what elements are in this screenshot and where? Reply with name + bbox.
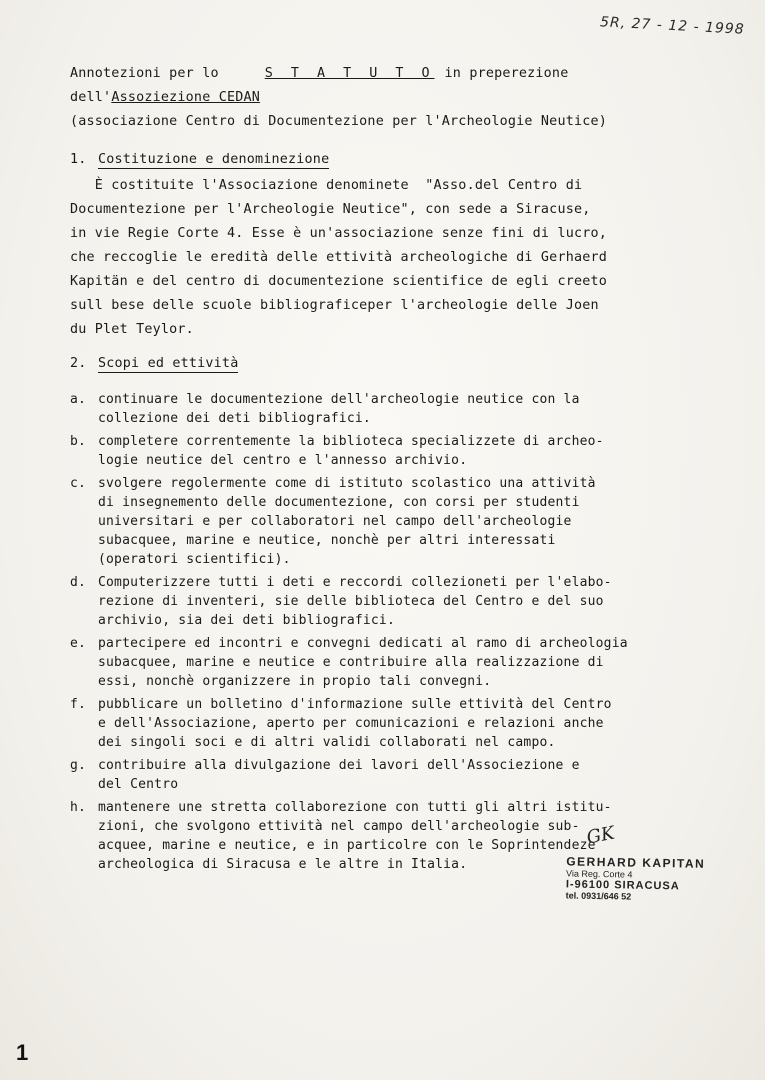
stamp-name: GERHARD KAPITAN bbox=[566, 854, 706, 871]
page-number: 1 bbox=[16, 1040, 29, 1065]
item-letter: h. bbox=[70, 800, 87, 815]
item-line: archivio, sia dei deti bibliografici. bbox=[98, 613, 395, 628]
item-letter: d. bbox=[70, 575, 87, 590]
item-letter: g. bbox=[70, 758, 87, 773]
item-text bbox=[98, 634, 730, 691]
section-1-title: Costituzione e denominezione bbox=[98, 152, 330, 167]
statuto-title: S T A T U T O bbox=[264, 66, 435, 81]
list-item bbox=[70, 474, 730, 569]
paragraph-line: in vie Regie Corte 4. Esse è un'associazione senze fini di lucro, bbox=[70, 226, 608, 241]
section-2-heading bbox=[70, 352, 730, 376]
item-line: contribuire alla divulgazione dei lavori dell'Associezione e bbox=[98, 758, 580, 773]
item-letter: e. bbox=[70, 636, 87, 651]
item-text bbox=[98, 390, 730, 428]
item-line: pubblicare un bolletino d'informazione sulle ettività del Centro bbox=[98, 697, 612, 712]
list-item bbox=[70, 573, 730, 630]
header-line-1 bbox=[70, 62, 730, 86]
item-text bbox=[98, 695, 730, 752]
handwritten-signature: GK bbox=[585, 822, 617, 849]
item-line: (operatori scientifici). bbox=[98, 552, 291, 567]
section-1-heading bbox=[70, 148, 730, 172]
item-line: subacquee, marine e neutice e contribuire alla realizzazione di bbox=[98, 655, 604, 670]
item-letter: b. bbox=[70, 434, 87, 449]
author-stamp bbox=[565, 822, 747, 903]
list-item bbox=[70, 432, 730, 470]
paragraph-line: du Plet Teylor. bbox=[70, 322, 194, 337]
paragraph-line: Documentezione per l'Archeologie Neutice", con sede a Siracuse, bbox=[70, 202, 591, 217]
item-line: rezione di inventeri, sie delle biblioteca del Centro e del suo bbox=[98, 594, 604, 609]
item-line: e dell'Associazione, aperto per comunicazioni e relazioni anche bbox=[98, 716, 604, 731]
item-line: svolgere regolermente come di istituto scolastico una attività bbox=[98, 476, 596, 491]
handwritten-archive-note: 5R, 27 - 12 - 1998 bbox=[599, 14, 746, 38]
item-line: partecipere ed incontri e convegni dedicati al ramo di archeologia bbox=[98, 636, 628, 651]
paragraph-line: sull bese delle scuole bibliograficeper l'archeologie delle Joen bbox=[70, 298, 599, 313]
paragraph-line: Kapitän e del centro di documentezione scientifice de egli creeto bbox=[70, 274, 608, 289]
item-line: di insegnemento delle documentezione, con corsi per studenti bbox=[98, 495, 580, 510]
header-line2-prefix: dell' bbox=[70, 90, 112, 105]
section-2-number: 2. bbox=[70, 356, 87, 371]
item-line: mantenere une stretta collaborezione con tutti gli altri istitu- bbox=[98, 800, 612, 815]
item-text bbox=[98, 474, 730, 569]
item-line: Computerizzere tutti i deti e reccordi collezioneti per l'elabo- bbox=[98, 575, 612, 590]
item-line: collezione dei deti bibliografici. bbox=[98, 411, 371, 426]
document-body bbox=[70, 62, 730, 878]
header-prefix: Annotezioni per lo bbox=[70, 66, 219, 81]
section-2-title: Scopi ed ettività bbox=[98, 356, 239, 371]
paragraph-line: che reccoglie le eredità delle ettività archeologiche di Gerhaerd bbox=[70, 250, 608, 265]
section-1-paragraph bbox=[70, 174, 730, 342]
list-item bbox=[70, 756, 730, 794]
item-line: subacquee, marine e neutice, nonchè per altri interessati bbox=[98, 533, 556, 548]
item-line: acquee, marine e neutice, e in particolre con le Soprintendeze bbox=[98, 838, 596, 853]
list-item bbox=[70, 695, 730, 752]
list-item bbox=[70, 634, 730, 691]
stamp-address: Via Reg. Corte 4 bbox=[565, 868, 633, 880]
item-line: essi, nonchè organizzere in propio tali convegni. bbox=[98, 674, 492, 689]
section-1-number: 1. bbox=[70, 152, 87, 167]
item-line: zioni, che svolgono ettività nel campo dell'archeologie sub- bbox=[98, 819, 580, 834]
header-line-2 bbox=[70, 86, 730, 110]
list-item bbox=[70, 390, 730, 428]
paragraph-line: È costituite l'Associazione denominete "Asso.del Centro di bbox=[70, 178, 583, 193]
item-line: logie neutice del centro e l'annesso archivio. bbox=[98, 453, 468, 468]
item-line: dei singoli soci e di altri validi collaborati nel campo. bbox=[98, 735, 556, 750]
stamp-city: I-96100 SIRACUSA bbox=[565, 878, 680, 893]
item-line: archeologica di Siracusa e le altre in Italia. bbox=[98, 857, 468, 872]
item-letter: a. bbox=[70, 392, 87, 407]
section-2-list bbox=[70, 390, 730, 874]
item-line: continuare le documentezione dell'archeologie neutice con la bbox=[98, 392, 580, 407]
stamp-telephone: tel. 0931/646 52 bbox=[565, 890, 632, 902]
item-line: del Centro bbox=[98, 777, 179, 792]
item-line: completere correntemente la biblioteca specializzete di archeo- bbox=[98, 434, 604, 449]
item-line: universitari e per collaboratori nel campo dell'archeologie bbox=[98, 514, 572, 529]
item-letter: f. bbox=[70, 697, 87, 712]
item-text bbox=[98, 573, 730, 630]
header-suffix: in preperezione bbox=[444, 66, 569, 81]
item-text bbox=[98, 756, 730, 794]
item-letter: c. bbox=[70, 476, 87, 491]
association-name: Assoziezione CEDAN bbox=[111, 90, 261, 105]
header-line-3: (associazione Centro di Documentezione per l'Archeologie Neutice) bbox=[70, 114, 608, 129]
item-text bbox=[98, 432, 730, 470]
